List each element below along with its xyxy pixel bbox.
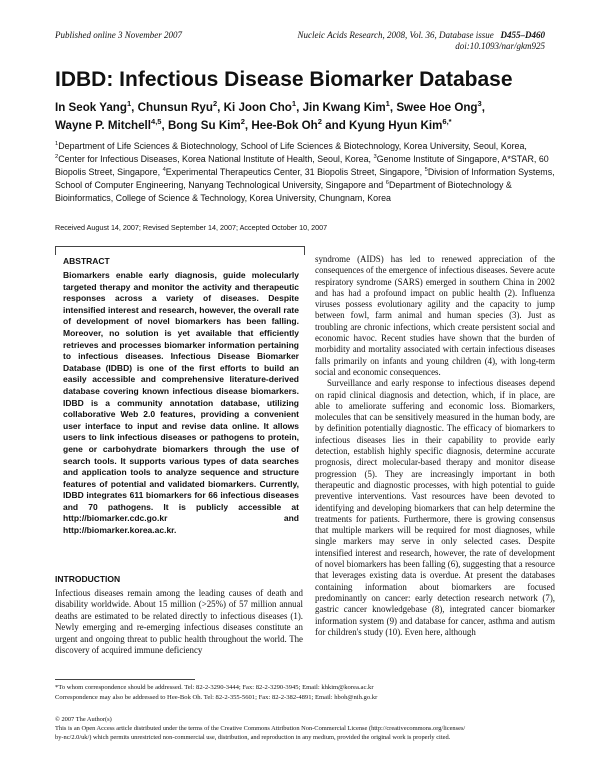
author: In Seok Yang (55, 101, 127, 114)
paragraph: syndrome (AIDS) has led to renewed appreciation of the consequences of the emergence of infectious diseases. Severe acute respiratory syndrome (SARS) emerged in southern China in 2002 and has had a profound impact on public health (2). Influenza viruses possess evolutionary agility and the capacity to jump between fowl, farm animal and human species (3). Just as troubling are chronic infections, which create persistent social and economic havoc. Recent studies have shown that the burden of morbidity and mortality associated with certain infectious diseases falls primarily on infants and young children (4), with long-term social and economic consequences. (315, 254, 555, 377)
introduction-heading: INTRODUCTION (55, 574, 121, 584)
copyright-block (55, 715, 555, 742)
abstract-heading: ABSTRACT (63, 256, 110, 266)
affiliations (55, 140, 555, 205)
affil-sup: 5 (424, 166, 428, 173)
author-sup: 3 (477, 99, 482, 109)
affiliation: Genome Institute of Singapore, A*STAR, 60 Biopolis Street, Singapore, (55, 153, 549, 177)
footnote-rule (55, 679, 195, 680)
published-date: Published online 3 November 2007 (55, 30, 182, 40)
author: Kyung Hyun Kim (349, 119, 443, 132)
affil-sup: 3 (373, 153, 377, 160)
affil-sup: 4 (162, 166, 166, 173)
abstract-text: Biomarkers enable early diagnosis, guide molecularly targeted therapy and monitor the activity and therapeutic responses across a variety of diseases. Despite intensified interest and research, however, the overall rate of development of novel biomarkers has been falling. Moreover, no solution is yet available that efficiently retrieves and processes biomarker information pertaining to infectious diseases. Infectious Disease Biomarker Database (IDBD) is one of the first efforts to build an easily accessible and comprehensive literature-derived database covering known infectious disease biomarkers. IDBD is a community annotation database, utilizing collaborative Web 2.0 features, providing a convenient user interface to input and revise data online. It allows users to link infectious diseases or pathogens to protein, gene or carbohydrate biomarkers through the use of search tools. It supports various types of data searches and application tools to analyze sequence and structure features of potential and validated biomarkers. Currently, IDBD integrates 611 biomarkers for 66 infectious diseases and 70 pathogens. It is publicly accessible at http://biomarker.cdc.go.kr and http://biomarker.korea.ac.kr. (63, 270, 299, 536)
right-column (315, 254, 555, 638)
affiliation: Experimental Therapeutics Center, 31 Biopolis Street, Singapore, (165, 166, 423, 177)
received-dates: Received August 14, 2007; Revised September 14, 2007; Accepted October 10, 2007 (55, 223, 328, 232)
author-sup: 2 (240, 117, 245, 127)
affiliation: Division of Information Systems, School of Computer Engineering, Nanyang Technological University, Singapore and (55, 166, 555, 190)
affil-sup: 2 (55, 153, 59, 160)
author: Jin Kwang Kim (302, 101, 386, 114)
journal-name: Nucleic Acids Research, 2008, Vol. 36, Database issue (297, 30, 494, 40)
author: Wayne P. Mitchell (55, 119, 151, 132)
author: Hee-Bok Oh (251, 119, 318, 132)
journal-citation (298, 30, 545, 52)
copyright: © 2007 The Author(s) (55, 716, 112, 723)
affiliation: Department of Biotechnology & Bioinformatics, College of Science & Technology, Korea University, Chungnam, Korea (55, 179, 512, 203)
author-sup: 2 (317, 117, 322, 127)
license-text: This is an Open Access article distributed under the terms of the Creative Commons Attribution Non-Commercial License (http://creativecommons.org/licenses/ (55, 725, 466, 733)
author-list: In Seok Yang$^1$, Chunsun Ryu$^2$, Ki Joon Cho$^1$, Jin Kwang Kim$^1$, Swee Hoe Ong$^3$, Wayne P. Mitchell$^{4,5}$, Bong Su Kim$^2$, Hee-Bok Oh$^2$ and Kyung Hyun Kim$^{6,*}$ (55, 99, 485, 132)
correspondence-line: Correspondence may also be addressed to Hee-Bok Oh. Tel: 82-2-355-5601; Fax: 82-2-382-4891; Email: hboh@nih.go.kr (55, 693, 378, 701)
affiliation: Department of Life Sciences & Biotechnology, School of Life Sciences & Biotechnology, Korea University, Seoul, Korea, (58, 141, 527, 151)
author-sup: 1 (126, 99, 132, 109)
author-sup: 2 (212, 99, 218, 109)
correspondence-footnote (55, 683, 555, 702)
author: Bong Su Kim (167, 119, 241, 132)
correspondence-line: *To whom correspondence should be addressed. Tel: 82-2-3290-3444; Fax: 82-2-3290-3945; Email: khkim@korea.ac.kr (55, 684, 374, 691)
author-sup: 1 (385, 99, 390, 109)
author-sup: 4,5 (151, 117, 162, 127)
author-sup: 6,* (442, 117, 452, 127)
doi: doi:10.1093/nar/gkm925 (455, 41, 545, 51)
author-sup: 1 (291, 99, 297, 109)
article-title: IDBD: Infectious Disease Biomarker Database (55, 68, 513, 91)
abstract-box-top (55, 246, 305, 255)
author: Swee Hoe Ong (396, 101, 478, 114)
paragraph: Surveillance and early response to infectious diseases depend on rapid clinical diagnosis and detection, which, if in place, are able to ameliorate suffering and economic loss. Biomarkers, molecules that can be sensitively measured in the human body, are by definition potentially diagnostic. The efficacy of biomarkers to infectious diseases lies in their capability to provide early detection, establish highly specific diagnosis, determine accurate prognosis, direct molecular-based therapy and monitor disease progression (5). They are increasingly important in both therapeutic and diagnostic processes, with high potential to guide preventive interventions. Vast resources have been devoted to identifying and developing biomarkers that can help determine the treatments for patients. Furthermore, there is growing consensus that multiple markers will be required for most diagnoses, while single markers may serve in only selected cases. Despite intensified interest and research, however, the rate of development of novel biomarkers has been falling (6), suggesting that a resource that leverages existing data is overdue. At present the databases containing information about biomarkers are focused predominantly on cancer: early detection research network (7), gastric cancer knowledgebase (8), integrated cancer biomarker information system (9) and database for cancer, asthma and autism for children's study (10). Even here, although (315, 378, 555, 637)
license-text: by-nc/2.0/uk/) which permits unrestricted non-commercial use, distribution, and reproduction in any medium, provided the original work is properly cited. (55, 734, 451, 742)
affil-sup: 1 (55, 141, 59, 148)
introduction-text: Infectious diseases remain among the leading causes of death and disability worldwide. About 15 million (>25%) of 57 million annual deaths are estimated to be related directly to infectious diseases (1). Newly emerging and re-emerging infectious diseases constitute an urgent and ongoing threat to public health throughout the world. The discovery of acquired immune deficiency (55, 588, 303, 656)
page-range: D455–D460 (500, 30, 545, 40)
affiliation: Center for Infectious Diseases, Korea National Institute of Health, Seoul, Korea, (58, 153, 371, 164)
author: Chunsun Ryu (137, 101, 213, 114)
affil-sup: 6 (385, 179, 389, 186)
author: Ki Joon Cho (223, 101, 292, 114)
